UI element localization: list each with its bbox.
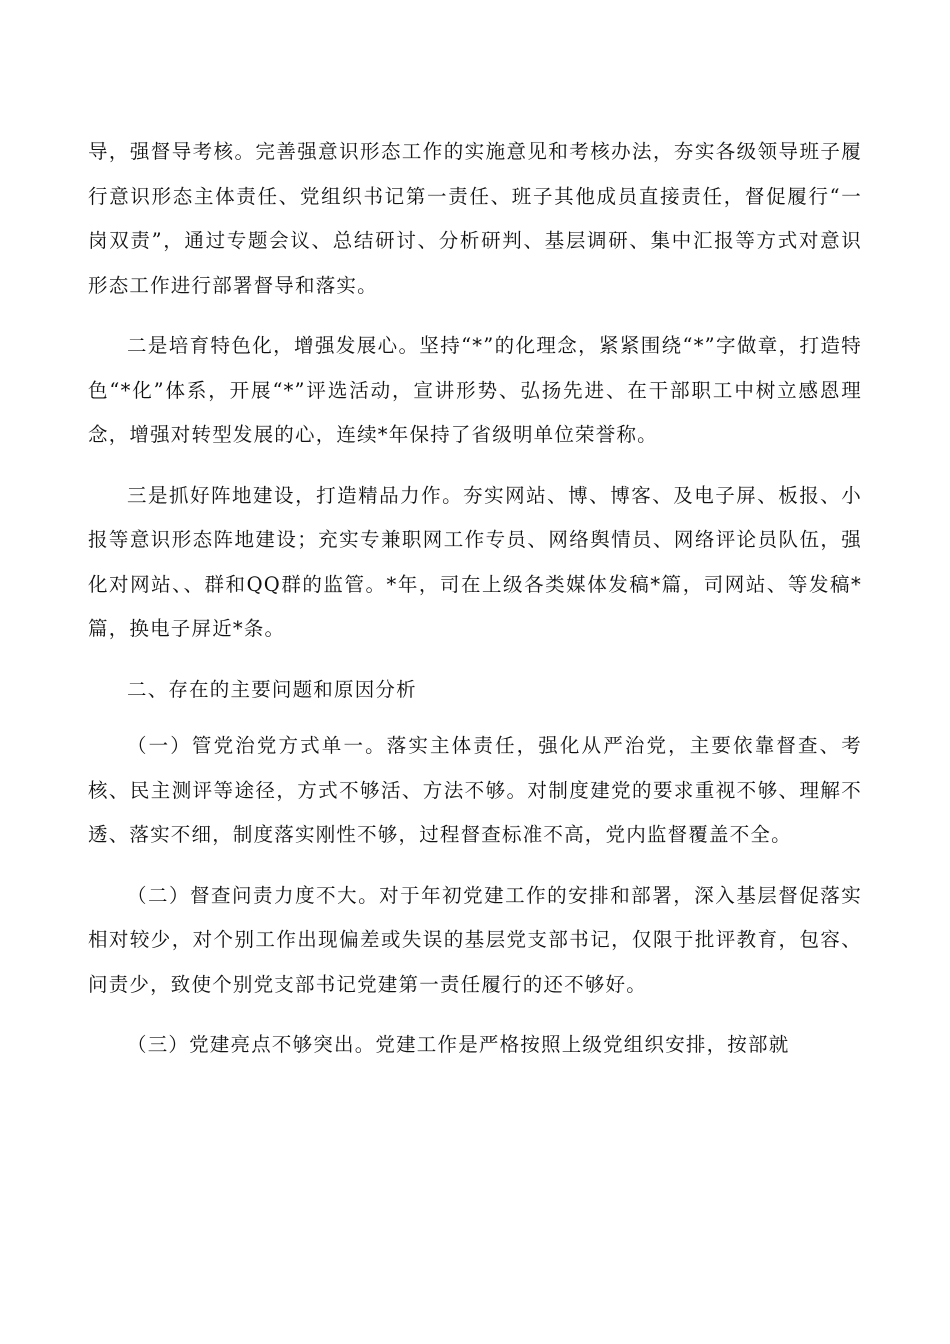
paragraph-cultural-development: 二是培育特色化，增强发展心。坚持“*”的化理念，紧紧围绕“*”字做章，打造特色“*化”体系，开展“*”评选活动，宣讲形势、弘扬先进、在干部职工中树立感恩理念，增强对转型发展的心，连续*年保持了省级明单位荣誉称。 [88, 334, 862, 446]
section-heading-problems: 二、存在的主要问题和原因分析 [127, 677, 417, 701]
document-body [88, 130, 862, 1084]
paragraph-problem-three: （三）党建亮点不够突出。党建工作是严格按照上级党组织安排，按部就 [127, 1033, 790, 1056]
paragraph-continued: 导，强督导考核。完善强意识形态工作的实施意见和考核办法，夯实各级领导班子履行意识形态主体责任、党组织书记第一责任、班子其他成员直接责任，督促履行“一岗双责”，通过专题会议、总结研讨、分析研判、基层调研、集中汇报等方式对意识形态工作进行部署督导和落实。 [88, 140, 862, 297]
paragraph-problem-two: （二）督查问责力度不大。对于年初党建工作的安排和部署，深入基层督促落实相对较少，对个别工作出现偏差或失误的基层党支部书记，仅限于批评教育，包容、问责少，致使个别党支部书记党建第一责任履行的还不够好。 [88, 883, 862, 996]
paragraph-problem-one: （一）管党治党方式单一。落实主体责任，强化从严治党，主要依靠督查、考核、民主测评等途径，方式不够活、方法不够。对制度建党的要求重视不够、理解不透、落实不细，制度落实刚性不够，过程督查标准不高，党内监督覆盖不全。 [88, 734, 862, 846]
paragraph-position-building: 三是抓好阵地建设，打造精品力作。夯实网站、博、博客、及电子屏、板报、小报等意识形态阵地建设；充实专兼职网工作专员、网络舆情员、网络评论员队伍，强化对网站、、群和QQ群的监管。*年，司在上级各类媒体发稿*篇，司网站、等发稿*篇，换电子屏近*条。 [88, 483, 862, 640]
